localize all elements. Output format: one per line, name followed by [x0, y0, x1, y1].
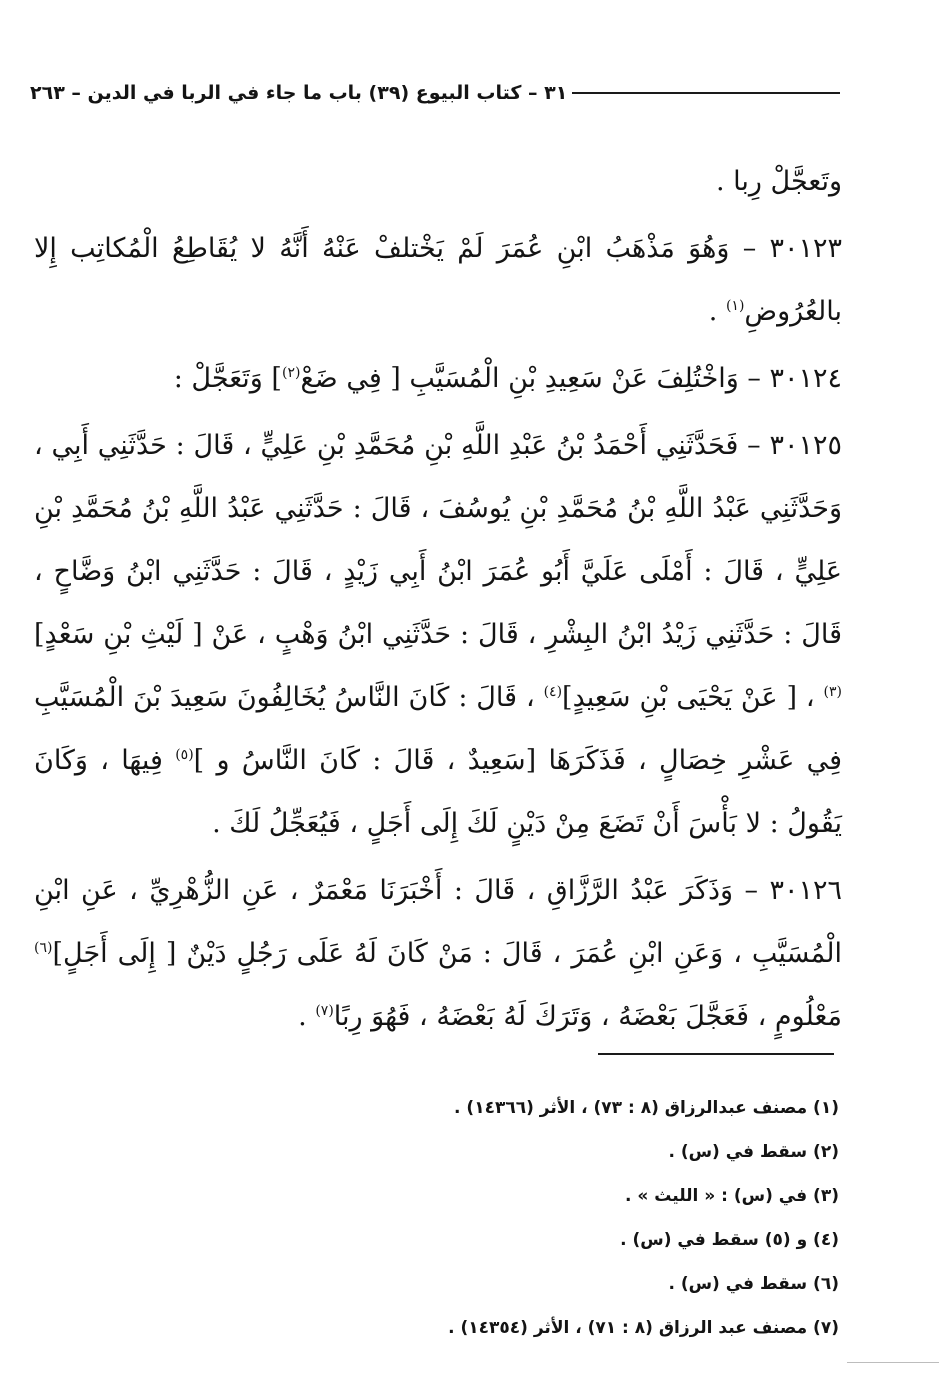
footnote-ref: (٣)	[823, 684, 842, 700]
paragraph-continuation	[34, 150, 842, 213]
footnote-6: (٦) سقط في (س) .	[668, 1274, 839, 1294]
footnote-7: (٧) مصنف عبد الرزاق (٨ : ٧١) ، الأثر (١٤٣٥٤) .	[448, 1318, 839, 1338]
header-title: ٣١ – كتاب البيوع (٣٩) باب ما جاء في الربا في الدين – ٢٦٣	[30, 82, 568, 104]
paragraph-text-part: ، قَالَ : كَانَ النَّاسُ يُخَالِفُونَ سَعِيدَ بْنَ الْمُسَيَّبِ فِي عَشْرِ خِصَالٍ ، فَذَكَرَهَا [سَعِيدٌ ، قَالَ : كَانَ النَّاسُ و ]	[34, 682, 842, 776]
paragraph-text: وَهُوَ مَذْهَبُ ابْنِ عُمَرَ لَمْ يَخْتلفْ عَنْهُ أَنَّهُ لا يُقَاطِعُ الْمُكاتِب إِلا بالعُرُوضِ	[34, 233, 842, 327]
paragraph-30125	[34, 414, 842, 855]
running-header	[30, 78, 840, 112]
footnote-3: (٣) في (س) : « الليث » .	[624, 1186, 839, 1206]
footnote-ref: (٢)	[281, 365, 301, 381]
footnote-1: (١) مصنف عبدالرزاق (٨ : ٧٣) ، الأثر (١٤٣٦٦) .	[454, 1098, 839, 1118]
header-rule	[572, 92, 840, 94]
main-text	[34, 150, 842, 1048]
paragraph-text-part: .	[298, 1001, 316, 1032]
footnote-2: (٢) سقط في (س) .	[668, 1142, 839, 1162]
paragraph-text-part: مَعْلُومٍ ، فَعَجَّلَ بَعْضَهُ ، وَتَرَكَ لَهُ بَعْضَهُ ، فَهُوَ رِبًا	[333, 1001, 842, 1032]
paragraph-number: ٣٠١٢٤ –	[738, 363, 842, 394]
paragraph-text-part: ، [ عَنْ يَحْيَى بْنِ سَعِيدٍ]	[562, 682, 824, 713]
paragraph-number: ٣٠١٢٣ –	[729, 233, 842, 264]
scan-edge-line	[847, 1362, 939, 1363]
paragraph-30124	[34, 347, 842, 410]
paragraph-text: وَاخْتُلِفَ عَنْ سَعِيدِ بْنِ الْمُسَيَّبِ [ فِي ضَعْ	[300, 363, 739, 394]
paragraph-30123	[34, 217, 842, 343]
paragraph-tail: .	[708, 296, 726, 327]
paragraph-number: ٣٠١٢٥ –	[738, 430, 842, 461]
footnote-ref: (٤)	[543, 684, 563, 700]
paragraph-tail: ] وَتَعَجَّلْ :	[173, 363, 282, 394]
paragraph-number: ٣٠١٢٦ –	[733, 875, 842, 906]
paragraph-text: وتَعجَّلْ رِبا .	[716, 166, 842, 197]
paragraph-text: فَحَدَّثَنِي أَحْمَدُ بْنُ عَبْدِ اللَّهِ بْنِ مُحَمَّدِ بْنِ عَلِيٍّ ، قَالَ : حَدَّثَنِي أَبِي ، وَحَدَّثَنِي عَبْدُ اللَّهِ بْنُ مُحَمَّدِ بْنِ يُوسُفَ ، قَالَ : حَدَّثَنِي عَبْدُ اللَّهِ بْنُ مُحَمَّدِ بْنِ عَلِيٍّ ، قَالَ : أَمْلَى عَلَيَّ أَبُو عُمَرَ ابْنُ أَبِي زَيْدٍ ، قَالَ : حَدَّثَنِي ابْنُ وَضَّاحٍ ، قَالَ : حَدَّثَنِي زَيْدُ ابْنُ البِشْرِ ، قَالَ : حَدَّثَنِي ابْنُ وَهْبٍ ، عَنْ [ لَيْثِ بْنِ سَعْدٍ]	[34, 430, 842, 650]
footnotes	[79, 1086, 839, 1350]
footnote-ref: (٦)	[34, 940, 53, 956]
footnote-ref: (٥)	[175, 747, 194, 763]
footnote-4-5: (٤) و (٥) سقط في (س) .	[620, 1230, 839, 1250]
paragraph-text: وَذَكَرَ عَبْدُ الرَّزَّاقِ ، قَالَ : أَخْبَرَنَا مَعْمَرٌ ، عَنِ الزُّهْرِيِّ ، عَنِ ابْنِ الْمُسَيَّبِ ، وَعَنِ ابْنِ عُمَرَ ، قَالَ : مَنْ كَانَ لَهُ عَلَى رَجُلٍ دَيْنٌ [ إِلَى أَجَلٍ]	[34, 875, 842, 969]
footnote-ref: (٧)	[315, 1003, 334, 1019]
footnote-ref: (١)	[725, 298, 745, 314]
footnote-rule	[598, 1053, 834, 1055]
paragraph-30126	[34, 859, 842, 1048]
paragraph-text-part: فِيهَا ، وَكَانَ يَقُولُ : لا بَأْسَ أَنْ تَضَعَ مِنْ دَيْنٍ لَكَ إِلَى أَجَلٍ ، فَيُعَجِّلُ لَكَ .	[34, 745, 842, 839]
